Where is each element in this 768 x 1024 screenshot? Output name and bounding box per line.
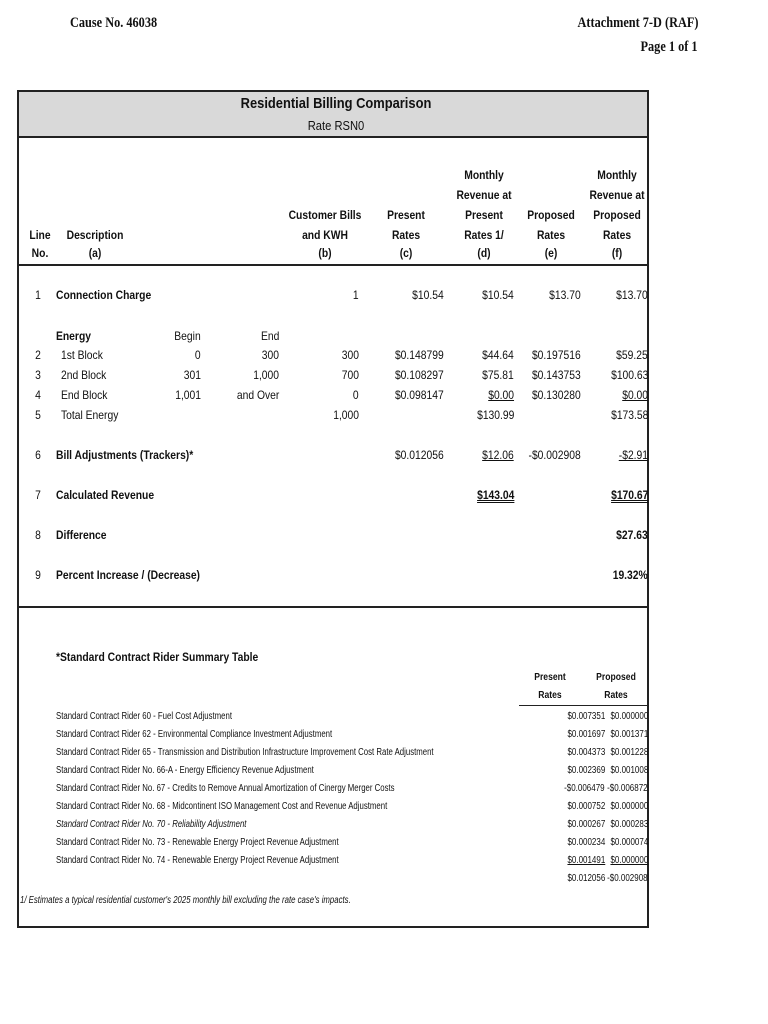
title-bar xyxy=(19,92,647,138)
rider-proposed-rate: $0.001371 xyxy=(610,729,648,740)
present-rate: $0.108297 xyxy=(395,368,444,382)
customer-bills: 1 xyxy=(353,288,359,302)
header-divider xyxy=(19,264,647,266)
cause-number: Cause No. 46038 xyxy=(70,15,158,31)
rider-present-rate: $0.001697 xyxy=(567,729,605,740)
monthly-present: $130.99 xyxy=(476,408,514,422)
header-proposed-2: Rates xyxy=(536,228,566,242)
rider-item-66a: Standard Contract Rider No. 66-A - Energy Efficiency Revenue Adjustment xyxy=(56,765,314,776)
line-number: 4 xyxy=(35,388,41,402)
monthly-proposed: $59.25 xyxy=(616,348,648,362)
line-number: 8 xyxy=(35,528,41,542)
section-divider xyxy=(19,606,647,608)
row-description: Percent Increase / (Decrease) xyxy=(56,568,200,582)
rider-present-rate: $0.000752 xyxy=(567,801,605,812)
monthly-proposed: $13.70 xyxy=(616,288,648,302)
table-subtitle: Rate RSN0 xyxy=(307,118,365,133)
rider-present-rate: $0.000234 xyxy=(567,837,605,848)
monthly-present: $10.54 xyxy=(482,288,514,302)
proposed-rate: -$0.002908 xyxy=(528,448,581,462)
block-begin: 1,001 xyxy=(175,388,201,402)
rider-item-70: Standard Contract Rider No. 70 - Reliability Adjustment xyxy=(56,819,247,830)
rider-proposed-rate: $0.001228 xyxy=(610,747,648,758)
row-description: Connection Charge xyxy=(56,288,152,302)
monthly-present: $44.64 xyxy=(482,348,514,362)
header-monthly-present-1: Monthly xyxy=(464,168,504,182)
proposed-rate: $0.197516 xyxy=(532,348,581,362)
line-number: 5 xyxy=(35,408,41,422)
monthly-present: $75.81 xyxy=(482,368,514,382)
row-description: Total Energy xyxy=(61,408,119,422)
monthly-proposed: -$2.91 xyxy=(618,448,648,462)
page-number: Page 1 of 1 xyxy=(640,39,698,55)
present-rate: $0.098147 xyxy=(395,388,444,402)
monthly-present: $0.00 xyxy=(488,388,514,402)
monthly-proposed: $173.58 xyxy=(610,408,648,422)
rider-item-60: Standard Contract Rider 60 - Fuel Cost Adjustment xyxy=(56,711,233,722)
block-end: and Over xyxy=(236,388,279,402)
rider-item-65: Standard Contract Rider 65 - Transmission and Distribution Infrastructure Improvement Cost Rate Adjustment xyxy=(56,747,434,758)
rider-present-header-2: Rates xyxy=(538,690,562,701)
customer-bills: 700 xyxy=(341,368,359,382)
rider-present-rate: $0.004373 xyxy=(567,747,605,758)
line-number: 9 xyxy=(35,568,41,582)
row-description: Bill Adjustments (Trackers)* xyxy=(56,448,194,462)
rider-proposed-rate: $0.000074 xyxy=(610,837,648,848)
monthly-present: $12.06 xyxy=(482,448,514,462)
rider-present-rate: $0.002369 xyxy=(567,765,605,776)
rider-item-73: Standard Contract Rider No. 73 - Renewable Energy Project Revenue Adjustment xyxy=(56,837,339,848)
end-label: End xyxy=(260,329,279,343)
proposed-rate: $0.130280 xyxy=(532,388,581,402)
header-bills-1: Customer Bills xyxy=(288,208,362,222)
customer-bills: 0 xyxy=(353,388,359,402)
footnote: 1/ Estimates a typical residential customer's 2025 monthly bill excluding the rate case's impacts. xyxy=(20,895,351,906)
rider-proposed-rate: $0.000283 xyxy=(610,819,648,830)
header-monthly-present-4: Rates 1/ xyxy=(464,228,504,242)
present-rate: $10.54 xyxy=(412,288,444,302)
line-number: 1 xyxy=(35,288,41,302)
block-end: 300 xyxy=(261,348,279,362)
rider-item-68: Standard Contract Rider No. 68 - Midcontinent ISO Management Cost and Revenue Adjustment xyxy=(56,801,388,812)
row-description: Calculated Revenue xyxy=(56,488,155,502)
rider-proposed-rate: $0.000000 xyxy=(610,801,648,812)
header-b: (b) xyxy=(318,246,332,260)
block-begin: 0 xyxy=(195,348,201,362)
present-rate: $0.148799 xyxy=(395,348,444,362)
header-d: (d) xyxy=(477,246,491,260)
row-description: End Block xyxy=(61,388,108,402)
header-e: (e) xyxy=(544,246,558,260)
rider-present-rate: -$0.006479 xyxy=(564,783,605,794)
row-description: 1st Block xyxy=(61,348,103,362)
rider-header-underline xyxy=(519,705,649,706)
rider-proposed-rate: $0.000000 xyxy=(610,855,648,866)
rider-present-rate: $0.000267 xyxy=(567,819,605,830)
proposed-rate: $13.70 xyxy=(549,288,581,302)
proposed-rate: $0.143753 xyxy=(532,368,581,382)
header-present-1: Present xyxy=(387,208,425,222)
header-no: No. xyxy=(31,246,49,260)
line-number: 7 xyxy=(35,488,41,502)
rider-present-header-1: Present xyxy=(534,672,566,683)
customer-bills: 1,000 xyxy=(333,408,359,422)
monthly-proposed: $100.63 xyxy=(610,368,648,382)
header-description: Description xyxy=(66,228,124,242)
header-c: (c) xyxy=(399,246,413,260)
rider-proposed-header-1: Proposed xyxy=(596,672,636,683)
block-begin: 301 xyxy=(183,368,201,382)
customer-bills: 300 xyxy=(341,348,359,362)
rider-present-rate: $0.001491 xyxy=(567,855,605,866)
header-monthly-present-3: Present xyxy=(465,208,503,222)
begin-label: Begin xyxy=(174,329,201,343)
row-description: 2nd Block xyxy=(61,368,107,382)
line-number: 3 xyxy=(35,368,41,382)
header-proposed-1: Proposed xyxy=(527,208,575,222)
table-title: Residential Billing Comparison xyxy=(240,95,432,112)
monthly-proposed: $170.67 xyxy=(610,488,648,502)
header-monthly-proposed-2: Revenue at xyxy=(589,188,645,202)
rider-item-67: Standard Contract Rider No. 67 - Credits to Remove Annual Amortization of Cinergy Merger Costs xyxy=(56,783,395,794)
header-present-2: Rates xyxy=(391,228,421,242)
rider-proposed-rate: -$0.006872 xyxy=(607,783,648,794)
rider-item-62: Standard Contract Rider 62 - Environmental Compliance Investment Adjustment xyxy=(56,729,333,740)
attachment-label: Attachment 7-D (RAF) xyxy=(577,15,698,31)
rider-present-total: $0.012056 xyxy=(567,873,605,884)
header-monthly-proposed-3: Proposed xyxy=(593,208,641,222)
monthly-proposed: $27.63 xyxy=(616,528,648,542)
header-a: (a) xyxy=(88,246,102,260)
rider-present-rate: $0.007351 xyxy=(567,711,605,722)
rider-proposed-header-2: Rates xyxy=(604,690,628,701)
header-line: Line xyxy=(29,228,51,242)
row-description: Difference xyxy=(56,528,107,542)
rider-table-title: *Standard Contract Rider Summary Table xyxy=(56,650,259,664)
monthly-proposed: $0.00 xyxy=(622,388,648,402)
header-monthly-proposed-4: Rates xyxy=(602,228,632,242)
rider-proposed-rate: $0.001008 xyxy=(610,765,648,776)
block-end: 1,000 xyxy=(253,368,279,382)
energy-label: Energy xyxy=(56,329,91,343)
billing-comparison-table xyxy=(17,90,649,928)
rider-proposed-rate: $0.000000 xyxy=(610,711,648,722)
rider-item-74: Standard Contract Rider No. 74 - Renewable Energy Project Revenue Adjustment xyxy=(56,855,339,866)
rider-proposed-total: -$0.002908 xyxy=(607,873,648,884)
present-rate: $0.012056 xyxy=(395,448,444,462)
monthly-present: $143.04 xyxy=(476,488,514,502)
header-bills-2: and KWH xyxy=(302,228,348,242)
monthly-proposed: 19.32% xyxy=(612,568,648,582)
line-number: 2 xyxy=(35,348,41,362)
header-monthly-proposed-1: Monthly xyxy=(597,168,637,182)
line-number: 6 xyxy=(35,448,41,462)
header-f: (f) xyxy=(611,246,623,260)
header-monthly-present-2: Revenue at xyxy=(456,188,512,202)
